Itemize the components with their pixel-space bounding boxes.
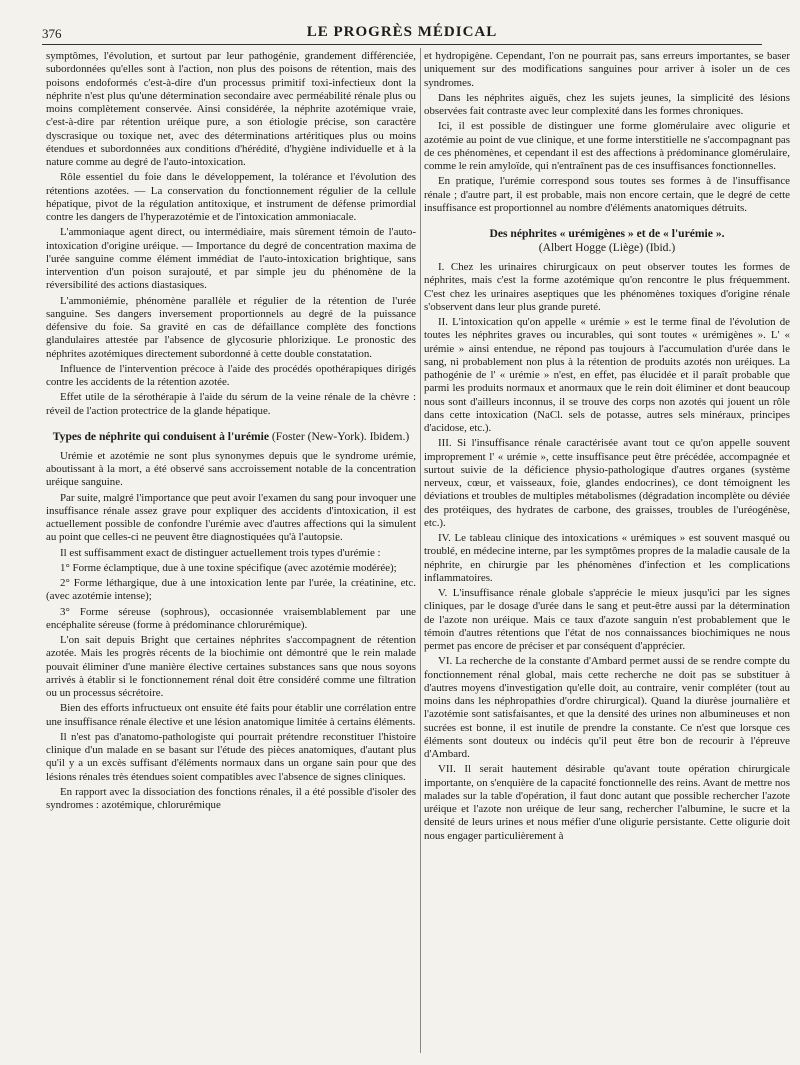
paragraph: Il est suffisamment exact de distinguer actuellement trois types d'urémie : bbox=[60, 546, 381, 559]
numbered-paragraph: I. Chez les urinaires chirurgicaux on peut observer toutes les formes de néphrites, mais c'est la forme azotémique qu'on rencontre le plus fréquemment. C'est chez les urinaires aseptiques que les phénomènes toxiques d'origine rénale s'observent dans leur plus grande pureté. bbox=[424, 261, 790, 313]
paragraph: Urémie et azotémie ne sont plus synonymes depuis que le syndrome urémie, aboutissant à la mort, a été observé sans accroissement notable de la concentration uréique sanguine. bbox=[46, 449, 416, 489]
paragraph: En rapport avec la dissociation des fonctions rénales, il a été possible d'isoler des syndromes : azotémique, chlorurémique bbox=[46, 785, 416, 811]
paragraph: Par suite, malgré l'importance que peut avoir l'examen du sang pour invoquer une insuffisance rénale assez grave pour expliquer des accidents d'intoxication, il est actuellement possible de confondre l'urémie avec d'autres affections qui la simulent au point que celles-ci ne peuvent être diagnostiquées qu'à l'autopsie. bbox=[46, 491, 416, 544]
numbered-paragraph: IV. Le tableau clinique des intoxications « urémiques » est souvent masqué ou troublé, en médecine interne, par les symptômes propres de la maladie causale de la néphrite, en chirurgie par les phénomènes d'infection et les complications inflammatoires. bbox=[424, 532, 790, 584]
section-heading bbox=[424, 227, 790, 255]
left-column bbox=[46, 50, 416, 814]
numbered-paragraph: VII. Il serait hautement désirable qu'avant toute opération chirurgicale importante, on s'enquière de la capacité fonctionnelle des reins. Avant de mettre nos malades sur la table d'opération, il faut donc autant que possible rechercher l'azote uréique et l'azote non uréique de leur sang, rechercher l'albumine, le sucre et la densité de leurs urines et nous méfier d'une oligurie persistante. Cette oligurie doit nous engager particulièrement à bbox=[424, 763, 790, 842]
paragraph: Bien des efforts infructueux ont ensuite été faits pour établir une corrélation entre une insuffisance rénale élective et une lésion anatomique limitée à certains éléments. bbox=[46, 702, 416, 728]
paragraph: Dans les néphrites aiguës, chez les sujets jeunes, la simplicité des lésions observées fait contraste avec leur complexité dans les formes chroniques. bbox=[424, 91, 790, 117]
right-column bbox=[424, 50, 790, 845]
numbered-paragraph: III. Si l'insuffisance rénale caractérisée avant tout ce qu'on appelle souvent improprement l' « urémie », cette insuffisance peut être précédée, accompagnée et surtout suivie de la déficience physio-pathologique d'autres organes (système nerveux, cœur, et vaisseaux, foie, glandes endocrines), ce dont témoignent les déviations et troubles de multiples métabolismes (dégradation incomplète ou déviée des protéiques, des hydrates de carbone, des graisses, troubles de l'uréogénèse, etc.). bbox=[424, 437, 790, 529]
paragraph: Il n'est pas d'anatomo-pathologiste qui pourrait prétendre reconstituer l'histoire clinique d'un malade en se basant sur l'étude des pièces anatomiques, d'autant plus qu'il y a un excès suffisant d'éléments normaux dans un organe sain pour que des lésions rénales très étendues soient compatibles avec l'absence de signes cliniques. bbox=[46, 730, 416, 783]
paragraph: symptômes, l'évolution, et surtout par leur pathogénie, grandement différenciée, subordonnées qu'elles sont à l'action, non plus des poisons de rétention, mais des poisons endoformés c'est-à-dire d'un processus primitif toxi-infectieux dont la néphrite n'est plus qu'une détermination secondaire avec perméabilité rénale plus ou moins complètement conservée. Ainsi considérée, la néphrite azotémique vraie, c'est-à-dire par rétention uréique pure, a son étiologie précise, son caractère dyscrasique ou toxique net, avec des déterminations artéritiques plus ou moins étendues et subordonnées aux conditions d'hérédité, d'hygiène individuelle et à la nature comme au degré de l'auto-intoxication. bbox=[46, 50, 416, 168]
list-item: 3° Forme séreuse (sophrous), occasionnée vraisemblablement par une encéphalite séreuse (forme à prédominance chlorurémique). bbox=[46, 605, 416, 631]
section-source: (Foster (New-York). Ibidem.) bbox=[271, 429, 410, 443]
running-title: LE PROGRÈS MÉDICAL bbox=[306, 24, 498, 40]
numbered-paragraph: VI. La recherche de la constante d'Ambard permet aussi de se rendre compte du fonctionnement rénal global, mais cette recherche ne doit pas se substituer à d'autres moyens d'investigation qu'elle doit, au contraire, venir compléter (tout au moins dans les néphropathies d'ordre chirurgical). Quand la diurèse journalière et l'azotémie sont satisfaisantes, et que la densité des urines non albumineuses et non sucrées est bonne, il est inutile de prendre la constante. Ce n'est que lorsque ces éléments sont douteux ou indécis qu'il peut être bon de recourir à l'épreuve d'Ambard. bbox=[424, 655, 790, 760]
numbered-paragraph: II. L'intoxication qu'on appelle « urémie » est le terme final de l'évolution de toutes les néphrites graves ou incurables, qui sont toutes « urémigènes ». L' « urémie » ainsi entendue, ne répond pas toujours à l'accumulation d'urée dans le sang, ni probablement non plus à la rétention de produits azotés non uréiques. La pathogénie de l' « urémie » n'est, en effet, pas élucidée et il paraît probable que parmi les produits normaux et anormaux que le rein doit éliminer et dont beaucoup nous sont d'ailleurs inconnus, il se trouve des corps non azotés qui jouent un rôle dans cette intoxication (NaCl. sels de potasse, autres sels minéraux, principes d'acidose, etc.). bbox=[424, 316, 790, 434]
page-number: 376 bbox=[42, 26, 62, 41]
page-header bbox=[42, 24, 762, 45]
paragraph: En pratique, l'urémie correspond sous toutes ses formes à de l'insuffisance rénale ; d'autre part, il est probable, mais non encore certain, que le degré de cette insuffisance est proportionnel au nombre d'éléments anatomiques détruits. bbox=[424, 175, 790, 214]
paragraph: L'ammoniaque agent direct, ou intermédiaire, mais sûrement témoin de l'auto-intoxication d'origine uréique. — Importance du degré de concentration maxima de l'urée sanguine comme élément immédiat de l'auto-intoxication brightique, sans intervention d'un poison surajouté, et par simple jeu du phénomène de la réversibilité des actions diastasiques. bbox=[46, 226, 416, 292]
paragraph: Ici, il est possible de distinguer une forme glomérulaire avec oligurie et azotémie au point de vue clinique, et une forme interstitielle ne s'accompagnant pas de ces phénomènes, et cependant il est des affections à prédominance glomérulaire, comme le rein amyloïde, qui n'entraînent pas de ces insuffisances fonctionnelles. bbox=[424, 120, 790, 172]
paragraph: Influence de l'intervention précoce à l'aide des procédés opothérapiques dirigés contre les accidents de la rétention azotée. bbox=[46, 362, 416, 388]
paragraph: et hydropigène. Cependant, l'on ne pourrait pas, sans erreurs importantes, se baser uniquement sur des modifications sanguines pour arriver à isoler un de ces syndromes. bbox=[424, 50, 790, 89]
section-title: Types de néphrite qui conduisent à l'urémie bbox=[52, 429, 270, 443]
paragraph: L'ammoniémie, phénomène parallèle et régulier de la rétention de l'urée sanguine. Ses dangers inversement proportionnels au degré de la puissance défensive du foie. Sa gravité en cas de défaillance complète des fonctions glandulaires attestée par l'absence de glycosurie phlorizique. Le pronostic des néphrites azotémiques directement subordonné à cette double constatation. bbox=[46, 294, 416, 360]
section-source: (Albert Hogge (Liège) (Ibid.) bbox=[538, 241, 676, 254]
section-title: Des néphrites « urémigènes » et de « l'urémie ». bbox=[489, 227, 725, 240]
list-item: 2° Forme léthargique, due à une intoxication lente par l'urée, la créatinine, etc. (avec azotémie intense); bbox=[46, 577, 416, 603]
section-heading bbox=[46, 430, 416, 444]
column-divider bbox=[420, 48, 421, 1053]
paragraph: L'on sait depuis Bright que certaines néphrites s'accompagnent de rétention azotée. Mais les progrès récents de la biochimie ont démontré que le rein malade pouvait éliminer d'une manière élective certaines substances sans que nous soyons arrivés à établir si le fonctionnement rénal doit être considéré comme une filtration ou un processus sécrétoire. bbox=[46, 634, 416, 699]
paragraph: Effet utile de la sérothérapie à l'aide du sérum de la veine rénale de la chèvre : réveil de l'action protectrice de la glande hépatique. bbox=[46, 391, 416, 417]
list-item: 1° Forme éclamptique, due à une toxine spécifique (avec azotémie modérée); bbox=[60, 561, 397, 574]
paragraph: Rôle essentiel du foie dans le développement, la tolérance et l'évolution des rétentions azotées. — La conservation du fonctionnement régulier de la cellule hépatique, pivot de la régulation antitoxique, et instrument de défense primordial contre les dangers de l'hyperazotémie et de l'intoxication ammoniacale. bbox=[46, 171, 416, 223]
numbered-paragraph: V. L'insuffisance rénale globale s'apprécie le mieux jusqu'ici par les signes cliniques, par le dosage d'urée dans le sang et peut-être aussi par la détermination de l'azote non uréique. Mais ce taux d'azote sanguin n'est probablement que le témoin d'autres rétentions que l'état de nos connaissances biochimiques ne nous permet pas encore de préciser et par conséquent d'apprécier. bbox=[424, 587, 790, 652]
